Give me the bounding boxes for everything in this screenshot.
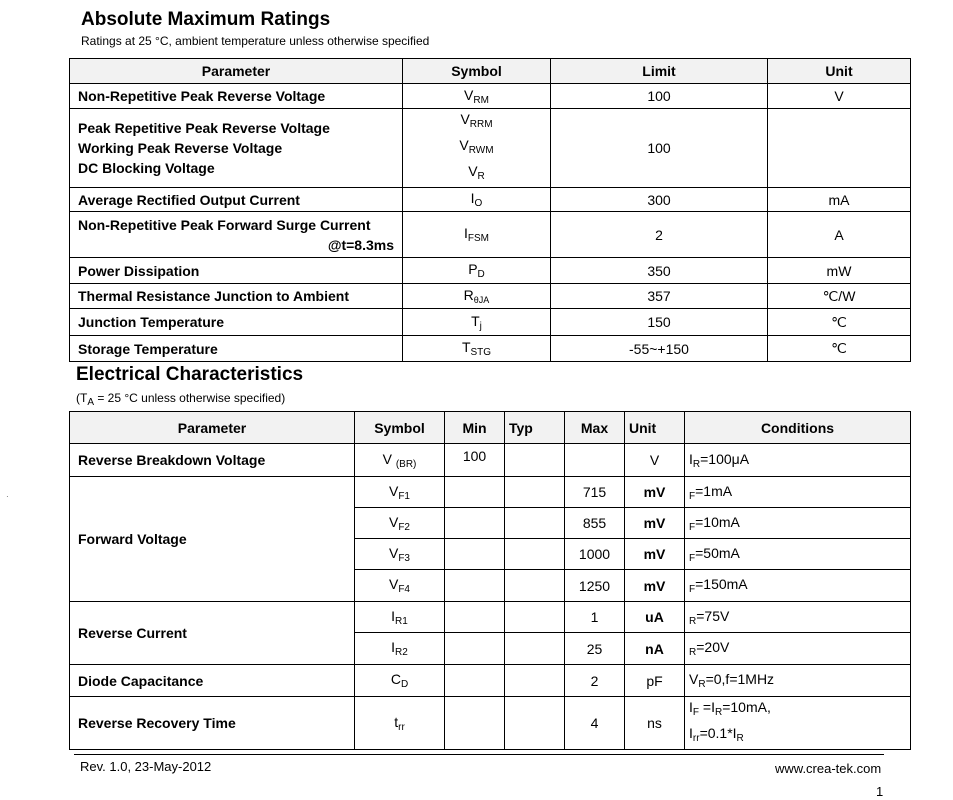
row-symbol: $I_O$: [403, 188, 551, 212]
row-max: 4: [565, 697, 625, 750]
row-typ: [505, 665, 565, 697]
row-parameter: Non-Repetitive Peak Forward Surge Current @t=8.3ms: [70, 212, 403, 258]
row-typ: [505, 508, 565, 539]
ec-subtitle: ($T_A = 25$ °C unless otherwise specified): [76, 391, 286, 408]
row-min: [445, 633, 505, 665]
row-typ: [505, 539, 565, 570]
table-row: [70, 284, 911, 309]
row-parameter: Reverse Breakdown Voltage: [70, 444, 355, 477]
row-limit: -55~+150: [551, 336, 768, 362]
row-symbol: $V_{F1}$: [355, 477, 445, 508]
electrical-characteristics-table: [69, 411, 911, 750]
header-min: Min: [445, 412, 505, 444]
table-row: [70, 444, 911, 477]
row-min: [445, 508, 505, 539]
row-parameter: Junction Temperature: [70, 309, 403, 336]
row-parameter: Storage Temperature: [70, 336, 403, 362]
table-header-row: [70, 412, 911, 444]
header-parameter: Parameter: [70, 412, 355, 444]
table-row: [70, 258, 911, 284]
header-symbol: Symbol: [355, 412, 445, 444]
row-max: 1000: [565, 539, 625, 570]
row-limit: 100: [551, 84, 768, 109]
header-limit: Limit: [551, 59, 768, 84]
row-limit: 150: [551, 309, 768, 336]
row-min: [445, 602, 505, 633]
row-unit: V: [625, 444, 685, 477]
row-min: [445, 570, 505, 602]
row-typ: [505, 697, 565, 750]
row-symbol: V $_{(BR)}$: [355, 444, 445, 477]
row-conditions: $_F$=10mA: [685, 508, 911, 539]
page-title: Absolute Maximum Ratings: [81, 9, 331, 30]
row-symbol: $T_{STG}$: [403, 336, 551, 362]
row-conditions: $_R$=20V: [685, 633, 911, 665]
row-unit: ℃: [768, 336, 911, 362]
row-symbol-group: $V_{RRM}$ $V_{RWM}$ $V_R$: [403, 109, 551, 188]
header-conditions: Conditions: [685, 412, 911, 444]
row-conditions: $_R$=75V: [685, 602, 911, 633]
header-unit: Unit: [768, 59, 911, 84]
row-limit: 100: [551, 109, 768, 188]
table-header-row: [70, 59, 911, 84]
row-unit: uA: [625, 602, 685, 633]
row-conditions: $_F$=150mA: [685, 570, 911, 602]
row-unit: mV: [625, 508, 685, 539]
header-typ: Typ: [505, 412, 565, 444]
row-unit: mV: [625, 570, 685, 602]
row-min: [445, 477, 505, 508]
header-unit: Unit: [625, 412, 685, 444]
row-parameter: Power Dissipation: [70, 258, 403, 284]
row-conditions: $I_F =I_R=10mA$, $I_{rr}=0.1*I_R$: [685, 697, 911, 750]
row-parameter: Average Rectified Output Current: [70, 188, 403, 212]
row-limit: 300: [551, 188, 768, 212]
stray-mark: ·: [6, 492, 9, 501]
row-typ: [505, 633, 565, 665]
row-symbol: $V_{F4}$: [355, 570, 445, 602]
row-min: [445, 665, 505, 697]
amr-subtitle: Ratings at 25 °C, ambient temperature unless otherwise specified: [81, 34, 430, 48]
table-row: [70, 477, 911, 508]
row-min: [445, 539, 505, 570]
table-row: [70, 212, 911, 258]
table-row: [70, 84, 911, 109]
table-row: [70, 697, 911, 750]
row-parameter: Thermal Resistance Junction to Ambient: [70, 284, 403, 309]
row-typ: [505, 444, 565, 477]
row-symbol: $I_{R1}$: [355, 602, 445, 633]
row-symbol: $V_{RM}$: [403, 84, 551, 109]
row-conditions: $_F$=50mA: [685, 539, 911, 570]
revision-text: Rev. 1.0, 23-May-2012: [80, 759, 212, 774]
row-symbol: $V_{F3}$: [355, 539, 445, 570]
absolute-maximum-ratings-table: [69, 58, 911, 362]
table-row: [70, 309, 911, 336]
header-symbol: Symbol: [403, 59, 551, 84]
row-symbol: $P_D$: [403, 258, 551, 284]
row-limit: 357: [551, 284, 768, 309]
row-parameter: Reverse Current: [70, 602, 355, 665]
table-row: [70, 109, 911, 188]
footer-divider: [74, 754, 884, 755]
row-symbol: $C_D$: [355, 665, 445, 697]
row-conditions: $_F$=1mA: [685, 477, 911, 508]
row-symbol: $V_{F2}$: [355, 508, 445, 539]
section-title: Electrical Characteristics: [76, 364, 304, 385]
page-number: 1: [876, 784, 884, 799]
row-conditions: $I_R=100\mu A$: [685, 444, 911, 477]
row-unit: ℃: [768, 309, 911, 336]
row-unit: mV: [625, 539, 685, 570]
row-parameter-group: Peak Repetitive Peak Reverse Voltage Working Peak Reverse Voltage DC Blocking Voltage: [70, 109, 403, 188]
row-unit: A: [768, 212, 911, 258]
row-typ: [505, 602, 565, 633]
row-unit: mA: [768, 188, 911, 212]
row-parameter: Diode Capacitance: [70, 665, 355, 697]
row-unit: V: [768, 84, 911, 109]
row-parameter: Reverse Recovery Time: [70, 697, 355, 750]
row-unit: mV: [625, 477, 685, 508]
row-unit: [768, 109, 911, 188]
row-unit: nA: [625, 633, 685, 665]
row-parameter: Non-Repetitive Peak Reverse Voltage: [70, 84, 403, 109]
row-max: 715: [565, 477, 625, 508]
row-max: 25: [565, 633, 625, 665]
table-row: [70, 665, 911, 697]
row-conditions: $V_R=0,f=1MHz$: [685, 665, 911, 697]
row-max: 855: [565, 508, 625, 539]
row-symbol: $t_{rr}$: [355, 697, 445, 750]
table-row: [70, 188, 911, 212]
row-max: 1250: [565, 570, 625, 602]
table-row: [70, 336, 911, 362]
row-typ: [505, 477, 565, 508]
row-symbol: $T_j$: [403, 309, 551, 336]
row-unit: ℃/W: [768, 284, 911, 309]
row-min: [445, 697, 505, 750]
row-max: 2: [565, 665, 625, 697]
row-unit: pF: [625, 665, 685, 697]
row-parameter: Forward Voltage: [70, 477, 355, 602]
row-limit: 350: [551, 258, 768, 284]
website-link[interactable]: www.crea-tek.com: [775, 761, 882, 776]
row-symbol: $R_{\theta JA}$: [403, 284, 551, 309]
header-max: Max: [565, 412, 625, 444]
row-max: 1: [565, 602, 625, 633]
row-unit: ns: [625, 697, 685, 750]
row-unit: mW: [768, 258, 911, 284]
row-max: [565, 444, 625, 477]
row-min: 100: [445, 444, 505, 477]
row-typ: [505, 570, 565, 602]
table-row: [70, 602, 911, 633]
row-symbol: $I_{R2}$: [355, 633, 445, 665]
row-limit: 2: [551, 212, 768, 258]
row-symbol: $I_{FSM}$: [403, 212, 551, 258]
header-parameter: Parameter: [70, 59, 403, 84]
